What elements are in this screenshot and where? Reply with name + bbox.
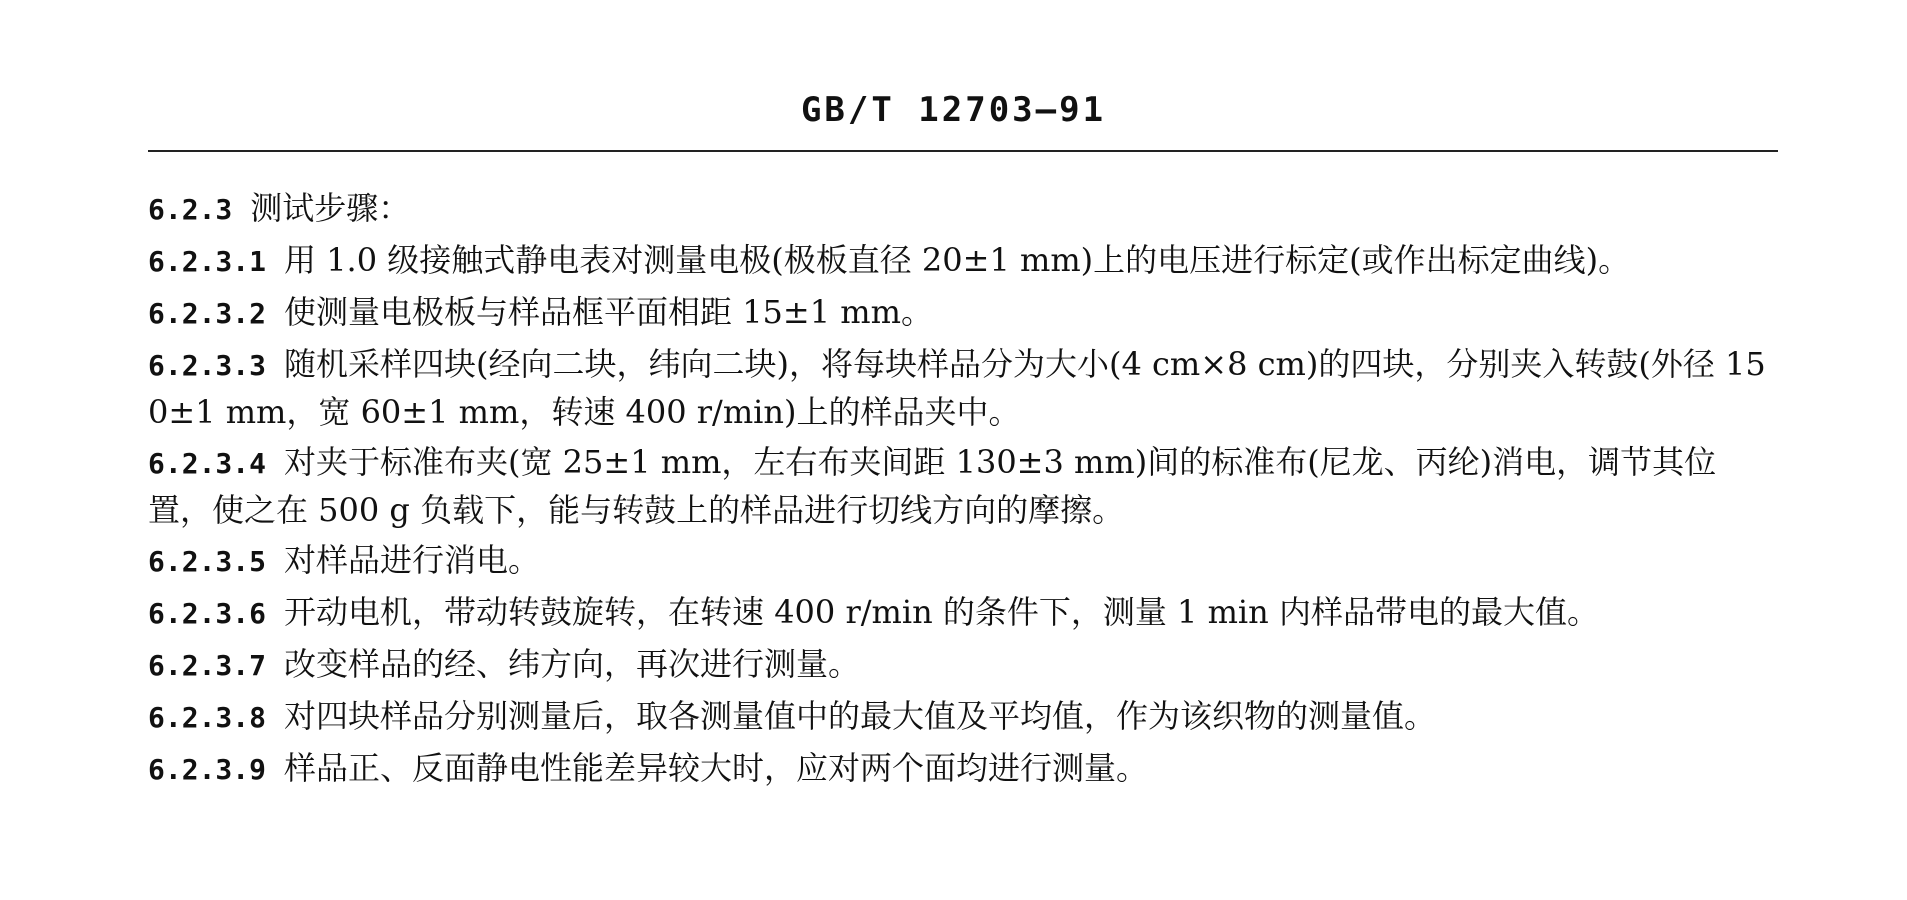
section-text: 对四块样品分别测量后，取各测量值中的最大值及平均值，作为该织物的测量值。 [284,697,1437,735]
section-6-2-3-4 [148,439,1778,533]
header-rule [148,150,1778,152]
section-6-2-3-6 [148,589,1778,637]
section-6-2-3 [148,185,1778,233]
document-body [148,185,1778,797]
section-text: 测试步骤： [250,189,411,227]
section-6-2-3-5 [148,537,1778,585]
section-6-2-3-3 [148,341,1778,435]
section-number: 6.2.3.5 [148,545,267,578]
section-number: 6.2.3.1 [148,245,267,278]
section-number: 6.2.3.8 [148,701,267,734]
section-number: 6.2.3.2 [148,297,267,330]
section-6-2-3-9 [148,745,1778,793]
section-text: 随机采样四块(经向二块，纬向二块)，将每块样品分为大小(4 cm×8 cm)的四块，分别夹入转鼓(外径 150±1 mm，宽 60±1 mm，转速 400 r/min)上的样品夹中。 [148,345,1766,431]
standard-number-header: GB/T 12703—91 [800,90,1107,130]
section-number: 6.2.3.6 [148,597,267,630]
section-text: 改变样品的经、纬方向，再次进行测量。 [284,645,861,683]
section-text: 使测量电极板与样品框平面相距 15±1 mm。 [284,293,933,331]
section-number: 6.2.3.4 [148,447,267,480]
section-6-2-3-8 [148,693,1778,741]
section-text: 开动电机，带动转鼓旋转，在转速 400 r/min 的条件下，测量 1 min 内样品带电的最大值。 [284,593,1599,631]
section-text: 用 1.0 级接触式静电表对测量电极(极板直径 20±1 mm)上的电压进行标定(或作出标定曲线)。 [284,241,1631,279]
section-6-2-3-1 [148,237,1778,285]
section-number: 6.2.3.7 [148,649,267,682]
section-text: 对样品进行消电。 [284,541,541,579]
section-6-2-3-7 [148,641,1778,689]
section-text: 样品正、反面静电性能差异较大时，应对两个面均进行测量。 [284,749,1149,787]
section-number: 6.2.3.3 [148,349,267,382]
section-text: 对夹于标准布夹(宽 25±1 mm，左右布夹间距 130±3 mm)间的标准布(尼龙、丙纶)消电，调节其位置，使之在 500 g 负载下，能与转鼓上的样品进行切线方向的摩擦。 [148,443,1717,529]
section-number: 6.2.3 [148,193,233,226]
section-6-2-3-2 [148,289,1778,337]
section-number: 6.2.3.9 [148,753,267,786]
